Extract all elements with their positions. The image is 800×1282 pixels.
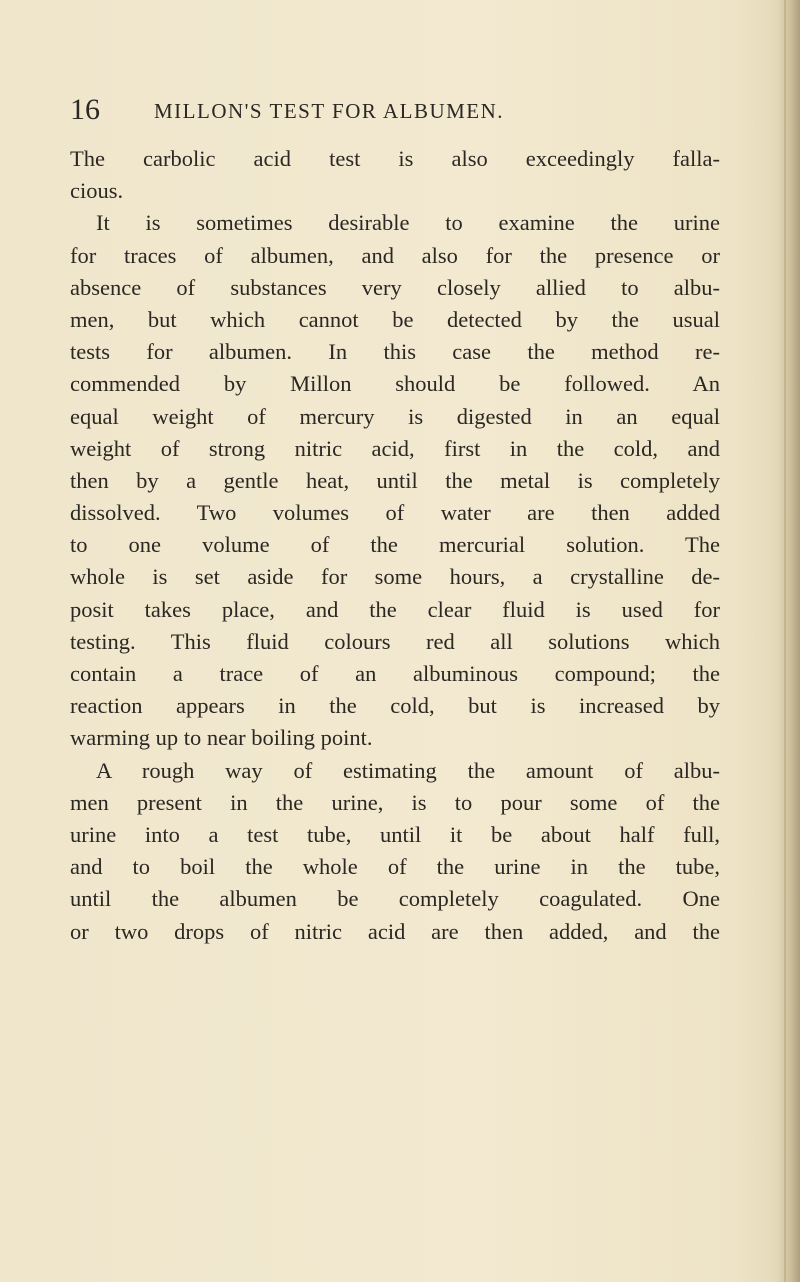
text-line: weight of strong nitric acid, first in the cold, and (70, 435, 720, 461)
text-line: to one volume of the mercurial solution. The (70, 532, 720, 558)
text-line: It is sometimes desirable to examine the urine (96, 210, 720, 236)
text-line: cious. (70, 178, 124, 204)
text-line: A rough way of estimating the amount of albu- (96, 757, 720, 783)
text-line: men, but which cannot be detected by the usual (70, 306, 720, 332)
text-line: dissolved. Two volumes of water are then added (70, 500, 720, 526)
text-line: urine into a test tube, until it be about half full, (70, 821, 720, 847)
text-line: reaction appears in the cold, but is increased by (70, 693, 720, 719)
running-head (70, 90, 710, 130)
text-line: whole is set aside for some hours, a crystalline de- (70, 564, 720, 590)
text-line: or two drops of nitric acid are then added, and the (70, 918, 720, 944)
body-text (70, 143, 720, 948)
text-line: testing. This fluid colours red all solutions which (70, 628, 720, 654)
text-line: contain a trace of an albuminous compound; the (70, 661, 720, 686)
text-line: posit takes place, and the clear fluid is used for (70, 596, 720, 622)
text-line: commended by Millon should be followed. An (70, 371, 720, 397)
text-line: for traces of albumen, and also for the presence or (70, 242, 720, 268)
page-gutter-shadow (778, 0, 800, 1282)
running-head-title: MILLON'S TEST FOR ALBUMEN. (154, 99, 505, 123)
text-line: The carbolic acid test is also exceedingly falla- (70, 146, 720, 171)
text-line: men present in the urine, is to pour some of the (70, 789, 720, 815)
text-line: then by a gentle heat, until the metal is completely (70, 467, 720, 493)
text-line: equal weight of mercury is digested in an equal (70, 403, 720, 429)
text-line: until the albumen be completely coagulated. One (70, 886, 720, 912)
text-line: warming up to near boiling point. (70, 725, 373, 751)
text-line: absence of substances very closely allied to albu- (70, 274, 720, 300)
text-line: tests for albumen. In this case the method re- (70, 339, 720, 365)
page-number: 16 (70, 93, 100, 126)
text-line: and to boil the whole of the urine in the tube, (70, 854, 720, 880)
